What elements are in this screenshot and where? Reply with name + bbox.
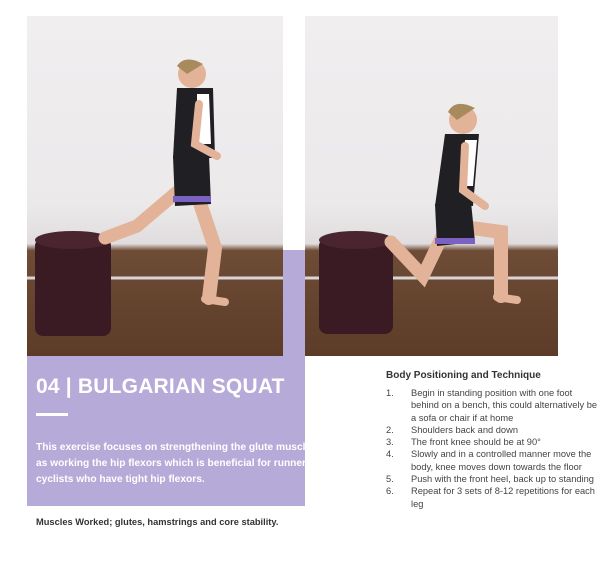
step-number: 4. — [386, 449, 394, 460]
step-number: 1. — [386, 388, 394, 398]
muscles-worked: Muscles Worked; glutes, hamstrings and core stability. — [36, 517, 279, 527]
exercise-photo-lowered-position — [305, 16, 558, 356]
step-text: The front knee should be at 90° — [411, 437, 541, 448]
step-text: Push with the front heel, back up to standing — [411, 474, 594, 485]
step-text: Shoulders back and down — [411, 424, 518, 435]
title-divider — [36, 413, 68, 416]
step-text: Repeat for 3 sets of 8-12 repetitions for each leg — [411, 486, 595, 509]
step-text: Begin in standing position with one foot behind on a bench, this could alternatively be a sofa or chair if at home — [411, 388, 598, 423]
step-text: Slowly and in a controlled manner move the body, knee moves down towards the floor — [411, 449, 592, 472]
step-number: 5. — [386, 474, 394, 485]
list-item — [386, 436, 601, 448]
step-number: 6. — [386, 486, 394, 497]
technique-heading: Body Positioning and Technique — [386, 370, 541, 381]
exercise-photo-start-position — [27, 16, 283, 356]
exercise-intro: This exercise focuses on strengthening the glute muscles as well as working the hip flexors which is beneficial for runners and cyclists who have tight hip flexors. — [36, 442, 354, 485]
step-number: 2. — [386, 424, 394, 435]
list-item — [386, 387, 601, 424]
step-number: 3. — [386, 437, 394, 448]
list-item — [386, 424, 601, 436]
list-item — [386, 473, 601, 485]
list-item — [386, 485, 601, 510]
technique-steps — [386, 387, 601, 510]
list-item — [386, 448, 601, 473]
exercise-title: 04 | BULGARIAN SQUAT — [36, 375, 285, 398]
